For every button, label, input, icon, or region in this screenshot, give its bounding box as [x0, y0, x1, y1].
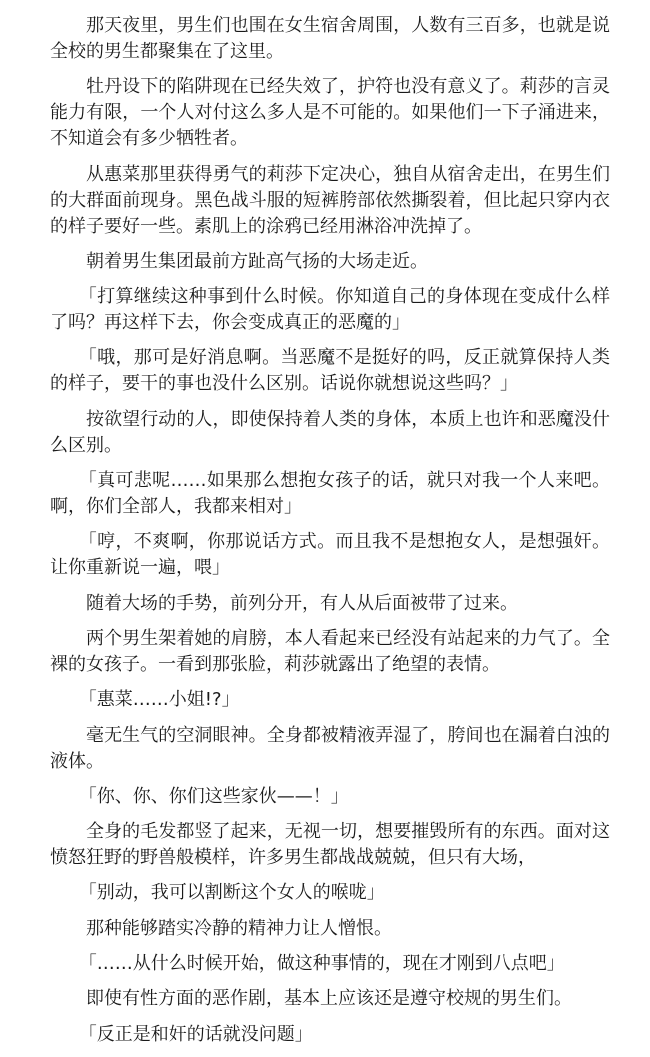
dialogue-line: 「反正是和奸的话就没问题」	[78, 1023, 313, 1045]
paragraph: 全身的毛发都竖了起来，无视一切，想要摧毁所有的东西。面对这愤怒狂野的野兽般模样，许多男生都战战兢兢，但只有大场，	[50, 821, 610, 869]
paragraph: 从惠菜那里获得勇气的莉莎下定决心，独自从宿舍走出，在男生们的大群面前现身。黑色战斗服的短裤胯部依然撕裂着，但比起只穿内衣的样子要好一些。素肌上的涂鸦已经用淋浴冲洗掉了。	[50, 163, 610, 237]
paragraph: 朝着男生集团最前方趾高气扬的大场走近。	[86, 250, 428, 272]
novel-page	[50, 13, 610, 1057]
paragraph: 牡丹设下的陷阱现在已经失效了，护符也没有意义了。莉莎的言灵能力有限，一个人对付这么多人是不可能的。如果他们一下子涌进来，不知道会有多少牺牲者。	[50, 76, 610, 150]
paragraph: 毫无生气的空洞眼神。全身都被精液弄湿了，胯间也在漏着白浊的液体。	[50, 724, 610, 772]
paragraph: 那种能够踏实冷静的精神力让人憎恨。	[86, 917, 392, 939]
dialogue-line: 「哦，那可是好消息啊。当恶魔不是挺好的吗，反正就算保持人类的样子，要干的事也没什么区别。话说你就想说这些吗？」	[50, 347, 610, 395]
paragraph: 随着大场的手势，前列分开，有人从后面被带了过来。	[86, 592, 518, 614]
dialogue-line: 「别动，我可以割断这个女人的喉咙」	[78, 882, 385, 904]
dialogue-line: 「你、你、你们这些家伙——！」	[78, 785, 349, 807]
dialogue-line: 「哼，不爽啊，你那说话方式。而且我不是想抱女人，是想强奸。让你重新说一遍，喂」	[50, 531, 610, 579]
paragraph: 两个男生架着她的肩膀，本人看起来已经没有站起来的力气了。全裸的女孩子。一看到那张脸，莉莎就露出了绝望的表情。	[50, 627, 610, 675]
dialogue-line: 「打算继续这种事到什么时候。你知道自己的身体现在变成什么样了吗？再这样下去，你会变成真正的恶魔的」	[50, 286, 610, 334]
paragraph: 即使有性方面的恶作剧，基本上应该还是遵守校规的男生们。	[86, 988, 572, 1010]
dialogue-line: 「……从什么时候开始，做这种事情的，现在才刚到八点吧」	[78, 953, 565, 975]
paragraph: 按欲望行动的人，即使保持着人类的身体，本质上也许和恶魔没什么区别。	[50, 408, 610, 456]
dialogue-line: 「惠菜……小姐!?」	[78, 689, 240, 711]
paragraph: 那天夜里，男生们也围在女生宿舍周围，人数有三百多，也就是说全校的男生都聚集在了这里。	[50, 15, 610, 62]
dialogue-line: 「真可悲呢……如果那么想抱女孩子的话，就只对我一个人来吧。啊，你们全部人，我都来相对」	[50, 470, 610, 518]
